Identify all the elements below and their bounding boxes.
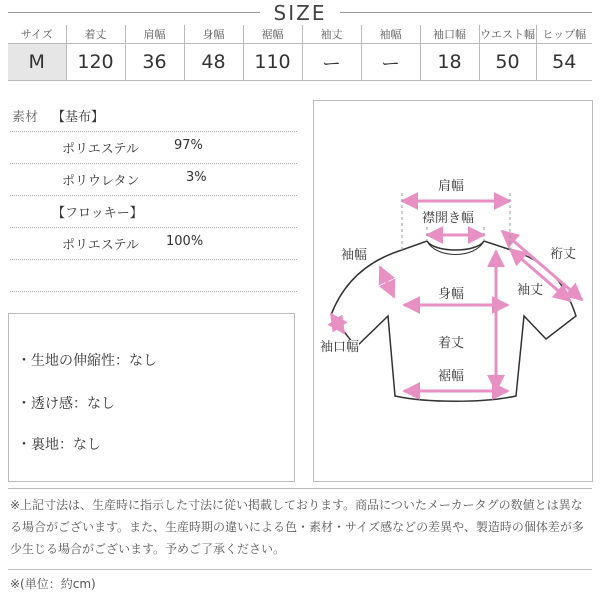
cell-waist-width: 50 [479, 44, 536, 81]
unit-note: ※(単位：約cm) [10, 577, 96, 591]
property-sheerness: ・透け感：なし [17, 396, 115, 412]
property-stretch: ・生地の伸縮性：なし [17, 353, 157, 369]
material-row-empty [10, 260, 297, 292]
cell-sleeve-width: ー [361, 44, 420, 81]
header-sleeve-length: 袖丈 [302, 25, 361, 44]
disclaimer-note: ※上記寸法は、生産時に指示した寸法に従い掲載しております。商品についたメーカータグの数値とは異なる場合がございます。また、生産時期の違いによる色・素材・サイズ感などの差異や、製造時の個体差が多少生じる場合がございます。予めご了承ください。 [10, 498, 584, 556]
material-row [10, 132, 297, 164]
header-cuff-width: 袖口幅 [420, 25, 479, 44]
header-hem-width: 裾幅 [243, 25, 302, 44]
label-shoulder: 肩幅 [438, 179, 465, 194]
materials-list [10, 100, 297, 292]
page-title: SIZE [273, 1, 327, 25]
material-name: ポリエステル [62, 238, 139, 253]
material-row [10, 164, 297, 196]
label-yuki: 裄丈 [550, 247, 577, 262]
cell-length: 120 [66, 44, 125, 81]
material-name: 【フロッキー】 [52, 206, 143, 221]
cell-hip-width: 54 [536, 44, 592, 81]
header-length: 着丈 [66, 25, 125, 44]
label-hem-width: 裾幅 [438, 369, 465, 384]
material-name: 【基布】 [52, 110, 105, 125]
material-row [10, 100, 297, 132]
header-body-width: 身幅 [184, 25, 243, 44]
material-name: ポリウレタン [62, 174, 140, 189]
label-body-width: 身幅 [438, 287, 465, 302]
cell-sleeve-length: ー [302, 44, 361, 81]
material-value: 97% [174, 138, 203, 153]
title-rule-right [340, 12, 592, 13]
label-cuff-width: 袖口幅 [320, 340, 360, 355]
cell-size: M [8, 44, 66, 81]
label-sleeve-width: 袖幅 [341, 248, 368, 263]
material-value: 100% [166, 234, 204, 249]
material-label: 素材 [12, 110, 39, 125]
material-row [10, 196, 297, 228]
label-neck: 襟開き幅 [422, 211, 475, 226]
measurement-diagram [313, 100, 593, 482]
size-table-header [8, 25, 592, 44]
note-divider [8, 488, 592, 489]
cell-shoulder: 36 [125, 44, 184, 81]
material-name: ポリエステル [62, 142, 139, 157]
material-value: 3% [186, 170, 207, 185]
header-shoulder: 肩幅 [125, 25, 184, 44]
material-row [10, 228, 297, 260]
label-length: 着丈 [438, 336, 465, 351]
header-size: サイズ [20, 28, 53, 41]
header-hip-width: ヒップ幅 [536, 25, 592, 44]
cell-cuff-width: 18 [420, 44, 479, 81]
label-sleeve-length: 袖丈 [517, 283, 544, 298]
header-sleeve-width: 袖幅 [361, 25, 420, 44]
size-table-row [8, 44, 592, 81]
fabric-properties-box [8, 313, 295, 482]
property-lining: ・裏地：なし [17, 437, 101, 453]
cell-hem-width: 110 [243, 44, 302, 81]
unit-divider [8, 569, 592, 570]
size-table [8, 25, 592, 81]
header-waist-width: ウエスト幅 [479, 25, 536, 44]
cell-body-width: 48 [184, 44, 243, 81]
